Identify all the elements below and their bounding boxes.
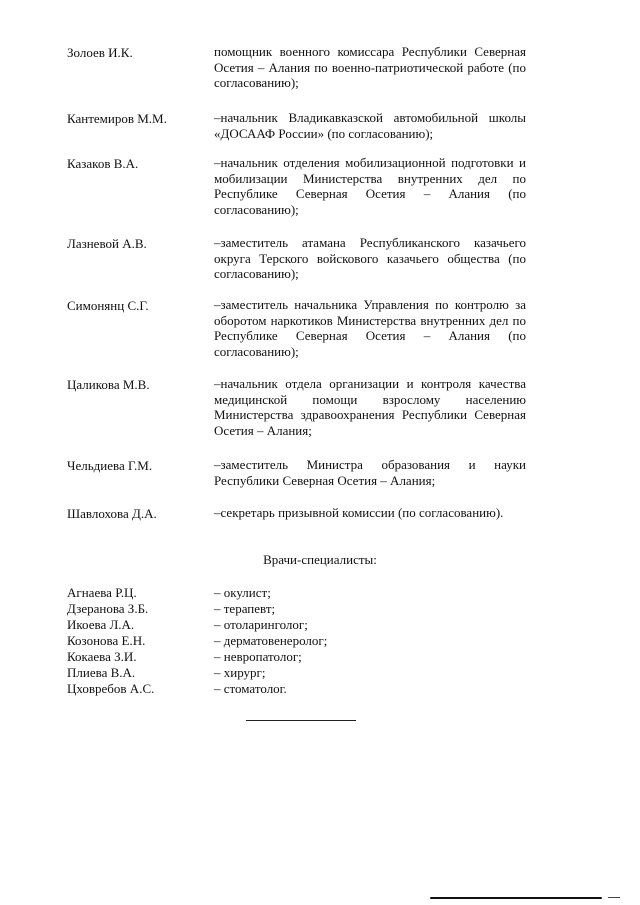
member-name: Чельдиева Г.М. [67,458,153,473]
doctor-name: Дзеранова З.Б. [67,601,149,616]
scan-edge-mark [608,897,620,898]
doctor-specialty: – стоматолог. [214,681,287,696]
member-name: Золоев И.К. [67,45,133,60]
closing-divider-line [246,720,356,721]
doctors-section-title: Врачи-специалисты: [263,552,377,567]
member-role: помощник военного комиссара Республики Северная Осетия – Алания по военно-патриотической работе (по согласованию); [214,44,526,91]
member-role: –секретарь призывной комиссии (по согласованию). [214,505,504,520]
doctor-entry [0,681,640,697]
member-name: Казаков В.А. [67,156,139,171]
member-name: Симонянц С.Г. [67,298,149,313]
doctor-name: Агнаева Р.Ц. [67,585,137,600]
member-role: –начальник отделения мобилизационной подготовки и мобилизации Министерства внутренних дел по Республике Северная Осетия – Алания (по согласованию); [214,155,526,217]
doctor-entry [0,649,640,665]
doctor-specialty: – отоларинголог; [214,617,308,632]
doctor-entry [0,633,640,649]
doctor-name: Козонова Е.Н. [67,633,146,648]
doctor-name: Икоева Л.А. [67,617,135,632]
doctor-name: Кокаева З.И. [67,649,137,664]
member-role: –начальник Владикавказской автомобильной школы «ДОСААФ России» (по согласованию); [214,110,526,141]
member-role: –заместитель Министра образования и науки Республики Северная Осетия – Алания; [214,457,526,488]
member-role: –заместитель начальника Управления по контролю за оборотом наркотиков Министерства внутренних дел по Республике Северная Осетия – Алания (по согласованию); [214,297,526,359]
member-role: –заместитель атамана Республиканского казачьего округа Терского войскового казачьего общества (по согласованию); [214,235,526,282]
doctor-specialty: – терапевт; [214,601,276,616]
doctor-entry [0,665,640,681]
doctor-name: Плиева В.А. [67,665,136,680]
member-name: Кантемиров М.М. [67,111,167,126]
doctor-specialty: – дерматовенеролог; [214,633,328,648]
doctor-specialty: – окулист; [214,585,271,600]
doctor-specialty: – хирург; [214,665,266,680]
doctor-entry [0,585,640,601]
doctor-name: Цховребов А.С. [67,681,155,696]
member-name: Шавлохова Д.А. [67,506,157,521]
doctor-specialty: – невропатолог; [214,649,302,664]
doctor-entry [0,617,640,633]
scan-edge-mark [430,897,602,899]
doctor-entry [0,601,640,617]
member-role: –начальник отдела организации и контроля качества медицинской помощи взрослому населению Министерства здравоохранения Республики Северная Осетия – Алания; [214,376,526,438]
member-name: Цаликова М.В. [67,377,150,392]
member-name: Лазневой А.В. [67,236,147,251]
